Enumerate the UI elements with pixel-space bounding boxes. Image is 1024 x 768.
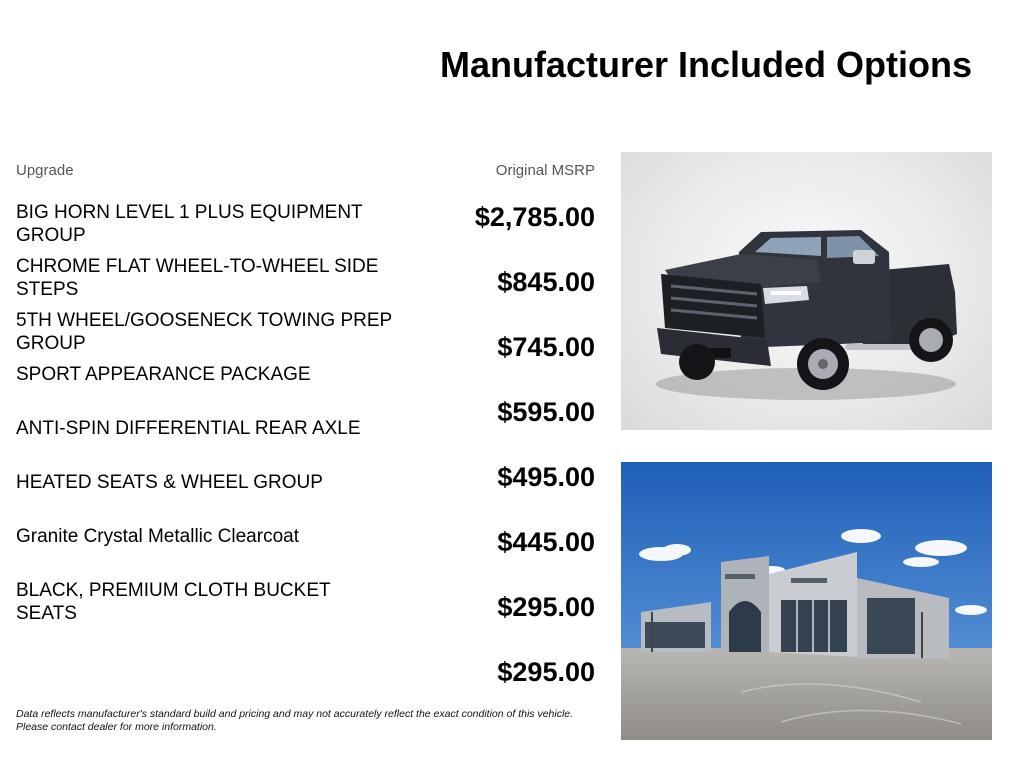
upgrade-item: BIG HORN LEVEL 1 PLUS EQUIPMENT GROUP [16,202,363,246]
page-title: Manufacturer Included Options [439,44,972,85]
price-value: $745.00 [497,332,595,362]
upgrade-item: Granite Crystal Metallic Clearcoat [16,526,299,547]
upgrade-column-header: Upgrade [16,162,74,179]
pickup-truck-photo [621,152,992,430]
upgrade-item: CHROME FLAT WHEEL-TO-WHEEL SIDE STEPS [16,256,379,300]
upgrade-item: 5TH WHEEL/GOOSENECK TOWING PREP GROUP [16,310,392,354]
price-value: $845.00 [497,267,595,297]
upgrade-list [16,201,396,633]
price-value: $445.00 [497,527,595,557]
upgrade-item: HEATED SEATS & WHEEL GROUP [16,472,323,493]
upgrade-item: ANTI-SPIN DIFFERENTIAL REAR AXLE [16,418,361,439]
price-value: $595.00 [497,397,595,427]
price-list [475,200,595,720]
disclaimer-text: Data reflects manufacturer's standard build and pricing and may not accurately reflect the exact condition of this vehicle. Please contact dealer for more information. [16,708,574,733]
price-value: $495.00 [497,462,595,492]
price-value: $295.00 [497,657,595,687]
upgrade-item: BLACK, PREMIUM CLOTH BUCKET SEATS [16,580,331,624]
price-value: $2,785.00 [474,202,595,232]
upgrade-item: SPORT APPEARANCE PACKAGE [16,364,311,385]
dealership-building-photo [621,462,992,740]
msrp-column-header: Original MSRP [495,162,595,179]
price-value: $295.00 [497,592,595,622]
